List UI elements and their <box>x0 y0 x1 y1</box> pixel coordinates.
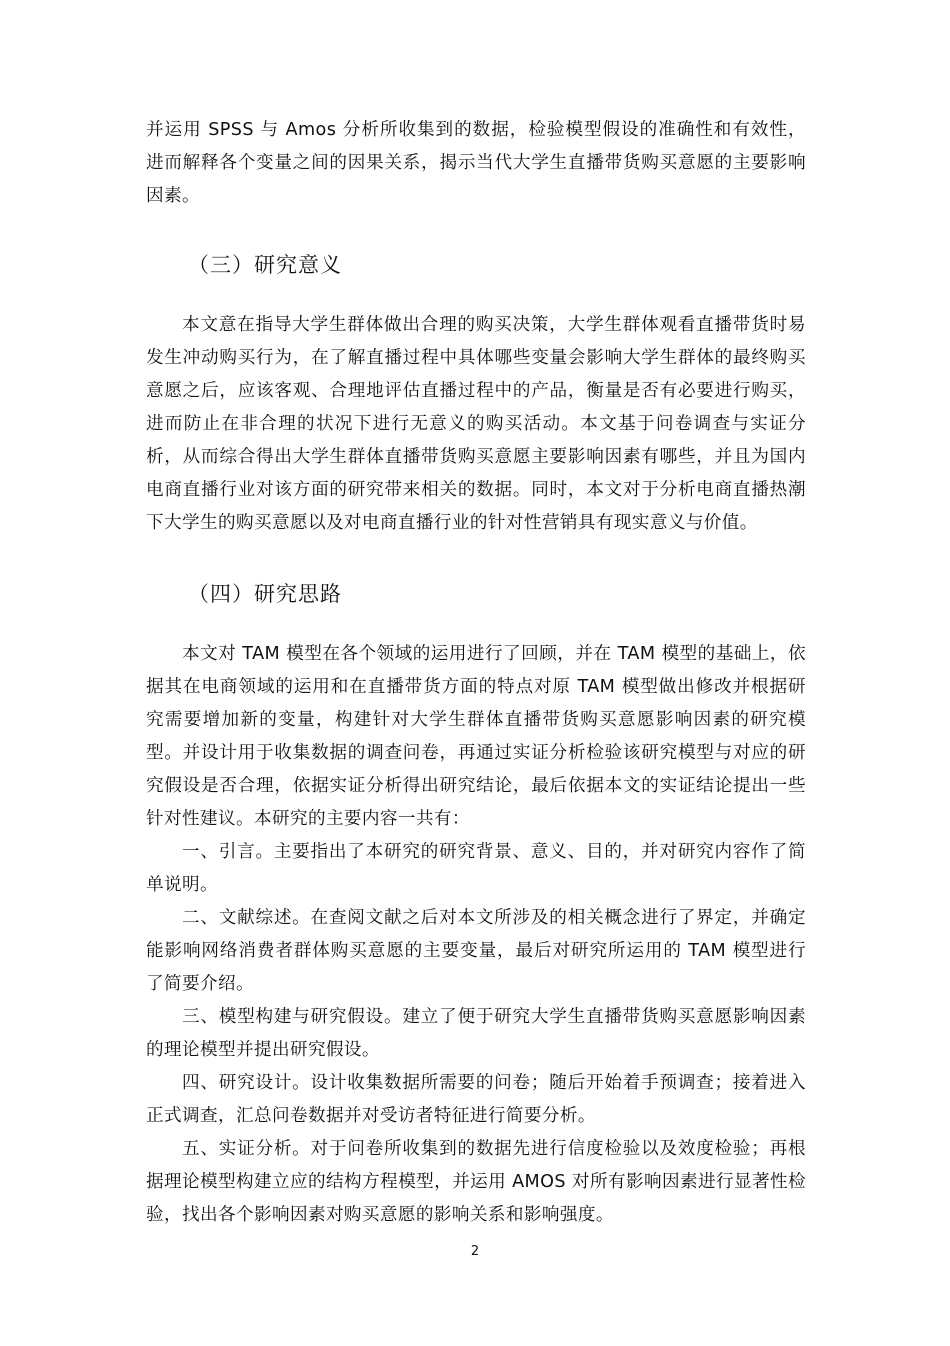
list-item-introduction: 一、引言。主要指出了本研究的研究背景、意义、目的，并对研究内容作了简单说明。 <box>146 842 806 895</box>
list-item-literature-review: 二、文献综述。在查阅文献之后对本文所涉及的相关概念进行了界定，并确定能影响网络消费者群体购买意愿的主要变量，最后对研究所运用的 TAM 模型进行了简要介绍。 <box>146 908 806 994</box>
list-item-model-hypotheses: 三、模型构建与研究假设。建立了便于研究大学生直播带货购买意愿影响因素的理论模型并提出研究假设。 <box>146 1007 806 1060</box>
paragraph-continuation: 并运用 SPSS 与 Amos 分析所收集到的数据，检验模型假设的准确性和有效性，进而解释各个变量之间的因果关系，揭示当代大学生直播带货购买意愿的主要影响因素。 <box>146 120 806 206</box>
list-item-research-design: 四、研究设计。设计收集数据所需要的问卷；随后开始着手预调查；接着进入正式调查，汇总问卷数据并对受访者特征进行简要分析。 <box>146 1073 806 1126</box>
page-number: 2 <box>470 1244 480 1259</box>
page-content <box>146 114 806 1232</box>
paragraph-research-significance: 本文意在指导大学生群体做出合理的购买决策，大学生群体观看直播带货时易发生冲动购买行为，在了解直播过程中具体哪些变量会影响大学生群体的最终购买意愿之后，应该客观、合理地评估直播过程中的产品，衡量是否有必要进行购买，进而防止在非合理的状况下进行无意义的购买活动。本文基于问卷调查与实证分析，从而综合得出大学生群体直播带货购买意愿主要影响因素有哪些，并且为国内电商直播行业对该方面的研究带来相关的数据。同时，本文对于分析电商直播热潮下大学生的购买意愿以及对电商直播行业的针对性营销具有现实意义与价值。 <box>146 315 806 533</box>
section-heading-research-approach: （四）研究思路 <box>188 582 342 606</box>
section-heading-research-significance: （三）研究意义 <box>188 253 342 277</box>
list-item-empirical-analysis: 五、实证分析。对于问卷所收集到的数据先进行信度检验以及效度检验；再根据理论模型构建立应的结构方程模型，并运用 AMOS 对所有影响因素进行显著性检验，找出各个影响因素对购买意愿的影响关系和影响强度。 <box>146 1139 806 1225</box>
paragraph-research-approach-intro: 本文对 TAM 模型在各个领域的运用进行了回顾，并在 TAM 模型的基础上，依据其在电商领域的运用和在直播带货方面的特点对原 TAM 模型做出修改并根据研究需要增加新的变量，构建针对大学生群体直播带货购买意愿影响因素的研究模型。并设计用于收集数据的调查问卷，再通过实证分析检验该研究模型与对应的研究假设是否合理，依据实证分析得出研究结论，最后依据本文的实证结论提出一些针对性建议。本研究的主要内容一共有： <box>146 644 806 829</box>
